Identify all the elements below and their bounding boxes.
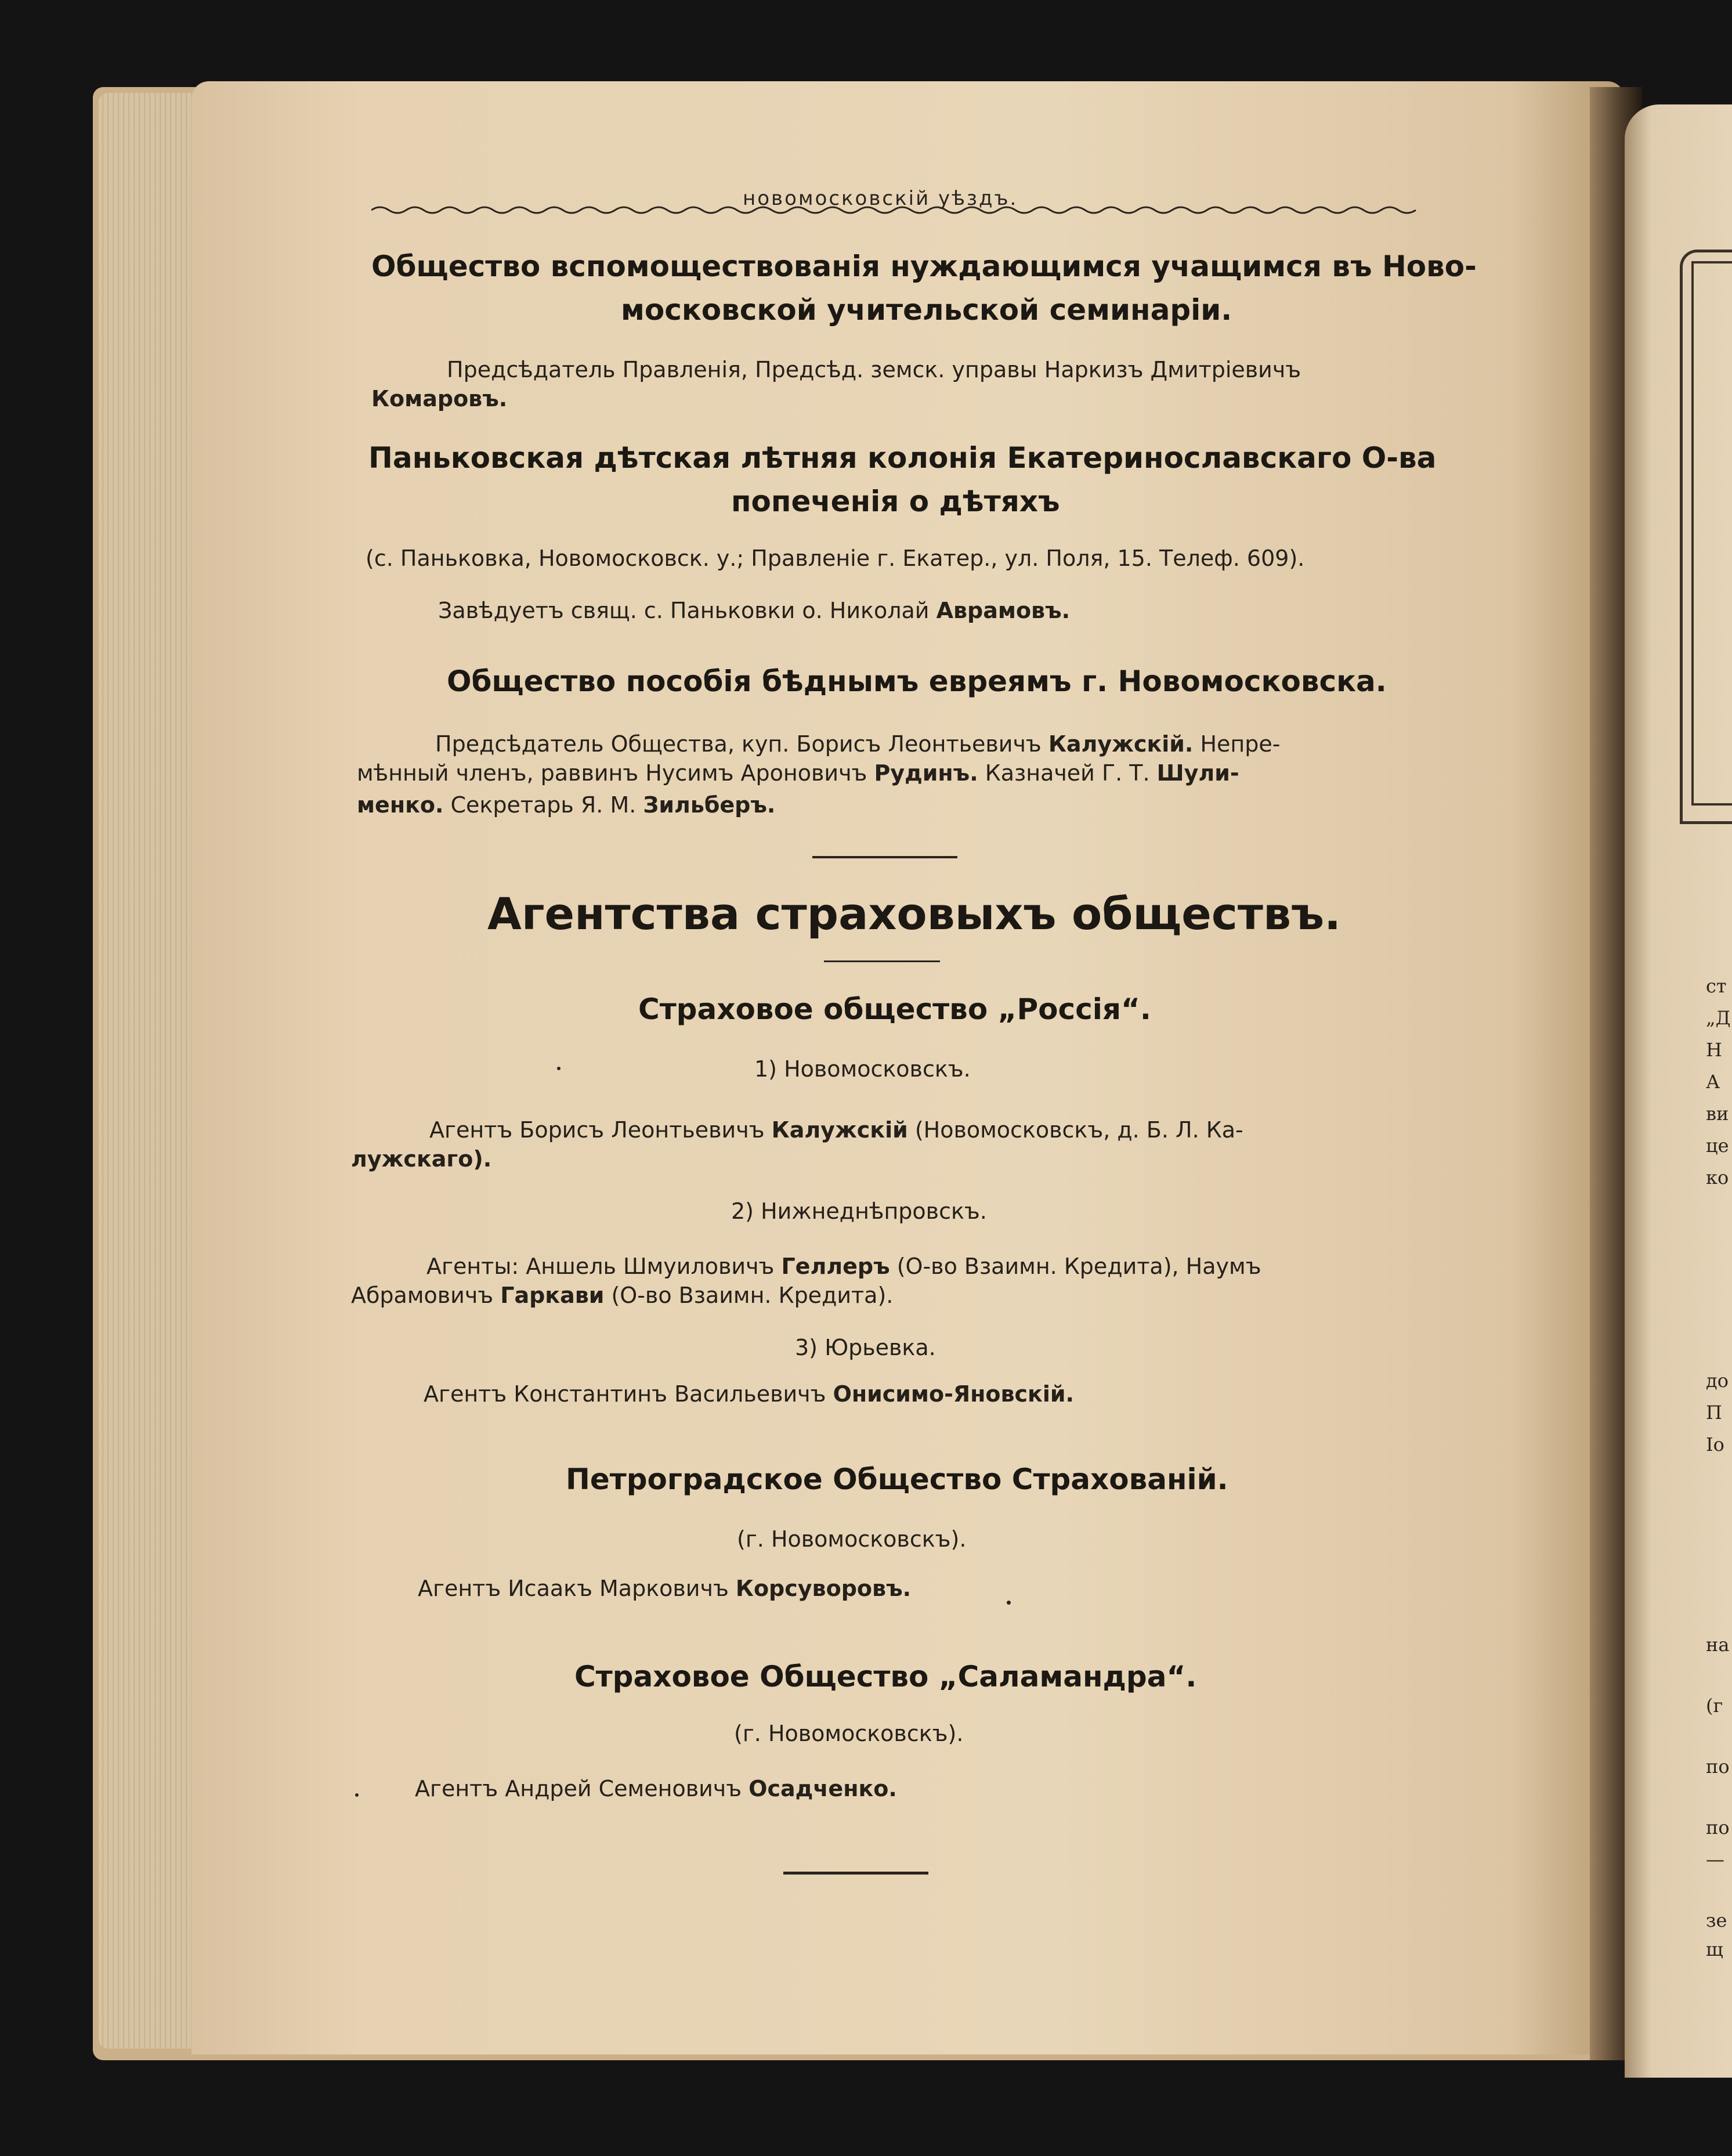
body-line: лужскаго).: [351, 1146, 492, 1172]
body-text: Казначей Г. Т.: [978, 760, 1157, 786]
body-text: (О-во Взаимн. Кредита), Наумъ: [889, 1254, 1261, 1279]
right-fragment: до: [1706, 1370, 1729, 1392]
person-name: менко.: [357, 792, 444, 818]
right-fragment: А: [1706, 1071, 1720, 1093]
city-caption: 1) Новомосковскъ.: [754, 1056, 971, 1082]
company-title: Петроградское Общество Страхованій.: [566, 1462, 1228, 1496]
right-fragment: П: [1706, 1402, 1722, 1424]
company-title: Страховое Общество „Саламандра“.: [574, 1660, 1197, 1693]
heading-underline: [824, 960, 940, 962]
address-line: (с. Паньковка, Новомосковск. у.; Правленіе г. Екатер., ул. Поля, 15. Телеф. 609).: [366, 546, 1305, 571]
agent-line: [415, 1776, 897, 1801]
body-text: (Новомосковскъ, д. Б. Л. Ка-: [907, 1117, 1243, 1143]
city-caption: (г. Новомосковскъ).: [737, 1526, 967, 1552]
decorative-wave-rule: [371, 198, 1427, 222]
ink-speck: [1007, 1601, 1011, 1605]
right-fragment: —: [1706, 1848, 1724, 1870]
agent-line: [424, 1381, 1074, 1407]
person-name: Калужскій: [771, 1117, 908, 1143]
person-name: Аврамовъ.: [936, 598, 1071, 623]
section-title: московской учительской семинаріи.: [621, 293, 1232, 327]
city-caption: 3) Юрьевка.: [795, 1335, 936, 1360]
body-line: [435, 731, 1280, 757]
section-title: Общество вспомоществованія нуждающимся учащимся въ Ново-: [371, 250, 1477, 283]
right-fragment: (г: [1706, 1695, 1723, 1717]
right-fragment: ви: [1706, 1103, 1729, 1125]
body-text: Агентъ Исаакъ Марковичъ: [418, 1576, 736, 1601]
person-name: Калужскій.: [1048, 731, 1194, 757]
right-fragment: зе: [1706, 1909, 1727, 1931]
company-title: Страховое общество „Россія“.: [638, 992, 1151, 1026]
agent-line: [418, 1576, 911, 1601]
ink-speck: [557, 1067, 561, 1070]
agent-line: [429, 1117, 1243, 1143]
person-name: Осадченко.: [749, 1776, 897, 1801]
person-name: Рудинъ.: [874, 760, 978, 786]
right-fragment: ко: [1706, 1167, 1729, 1189]
section-title: Паньковская дѣтская лѣтняя колонія Екатеринославскаго О-ва: [368, 441, 1437, 475]
body-text: Непре-: [1193, 731, 1281, 757]
right-fragment: на: [1706, 1634, 1730, 1656]
body-text: Секретарь Я. М.: [443, 792, 643, 818]
body-line: Предсѣдатель Правленія, Предсѣд. земск. управы Наркизъ Дмитріевичъ: [447, 357, 1301, 382]
body-text: Завѣдуетъ свящ. с. Паньковки о. Николай: [438, 598, 936, 623]
ornament-frame-inner: [1691, 261, 1732, 806]
body-text: Предсѣдатель Общества, куп. Борисъ Леонтьевичъ: [435, 731, 1048, 757]
section-title: попеченія о дѣтяхъ: [731, 485, 1060, 518]
right-fragment: Іо: [1706, 1433, 1724, 1456]
body-line: [438, 598, 1070, 623]
section-divider: [812, 856, 957, 858]
person-name: Гаркави: [500, 1283, 605, 1308]
person-name: Зильберъ.: [643, 792, 776, 818]
body-text: (О-во Взаимн. Кредита).: [604, 1283, 894, 1308]
body-text: Агенты: Аншель Шмуиловичъ: [426, 1254, 782, 1279]
person-name: Геллеръ: [781, 1254, 890, 1279]
right-fragment: це: [1706, 1135, 1729, 1157]
right-fragment: щ: [1706, 1938, 1723, 1960]
body-line: [357, 792, 775, 818]
right-fragment: по: [1706, 1816, 1730, 1839]
right-fragment: по: [1706, 1756, 1730, 1778]
city-caption: 2) Нижнеднѣпровскъ.: [731, 1198, 987, 1224]
body-text: Агентъ Борисъ Леонтьевичъ: [429, 1117, 772, 1143]
right-fragment: ст: [1706, 975, 1727, 997]
main-heading: Агентства страховыхъ обществъ.: [487, 888, 1342, 940]
ink-speck: [355, 1793, 359, 1797]
city-caption: (г. Новомосковскъ).: [734, 1721, 964, 1746]
person-name: Корсуворовъ.: [735, 1576, 912, 1601]
body-text: Агентъ Константинъ Васильевичъ: [424, 1381, 833, 1407]
section-title: Общество пособія бѣднымъ евреямъ г. Новомосковска.: [447, 665, 1387, 698]
agent-line: [426, 1254, 1261, 1279]
agent-line: [351, 1283, 893, 1308]
right-fragment: Н: [1706, 1039, 1722, 1061]
body-text: мѣнный членъ, раввинъ Нусимъ Ароновичъ: [357, 760, 874, 786]
body-line: [357, 760, 1239, 786]
body-text: Абрамовичъ: [351, 1283, 501, 1308]
running-head: новомосковскій уѣздъ.: [743, 187, 1018, 210]
person-name: Комаровъ.: [371, 386, 508, 411]
person-name: Онисимо-Яновскій.: [833, 1381, 1074, 1407]
body-text: Агентъ Андрей Семеновичъ: [415, 1776, 749, 1801]
person-name: Шули-: [1156, 760, 1239, 786]
closing-divider: [783, 1872, 928, 1875]
right-fragment: „Д: [1706, 1007, 1731, 1029]
